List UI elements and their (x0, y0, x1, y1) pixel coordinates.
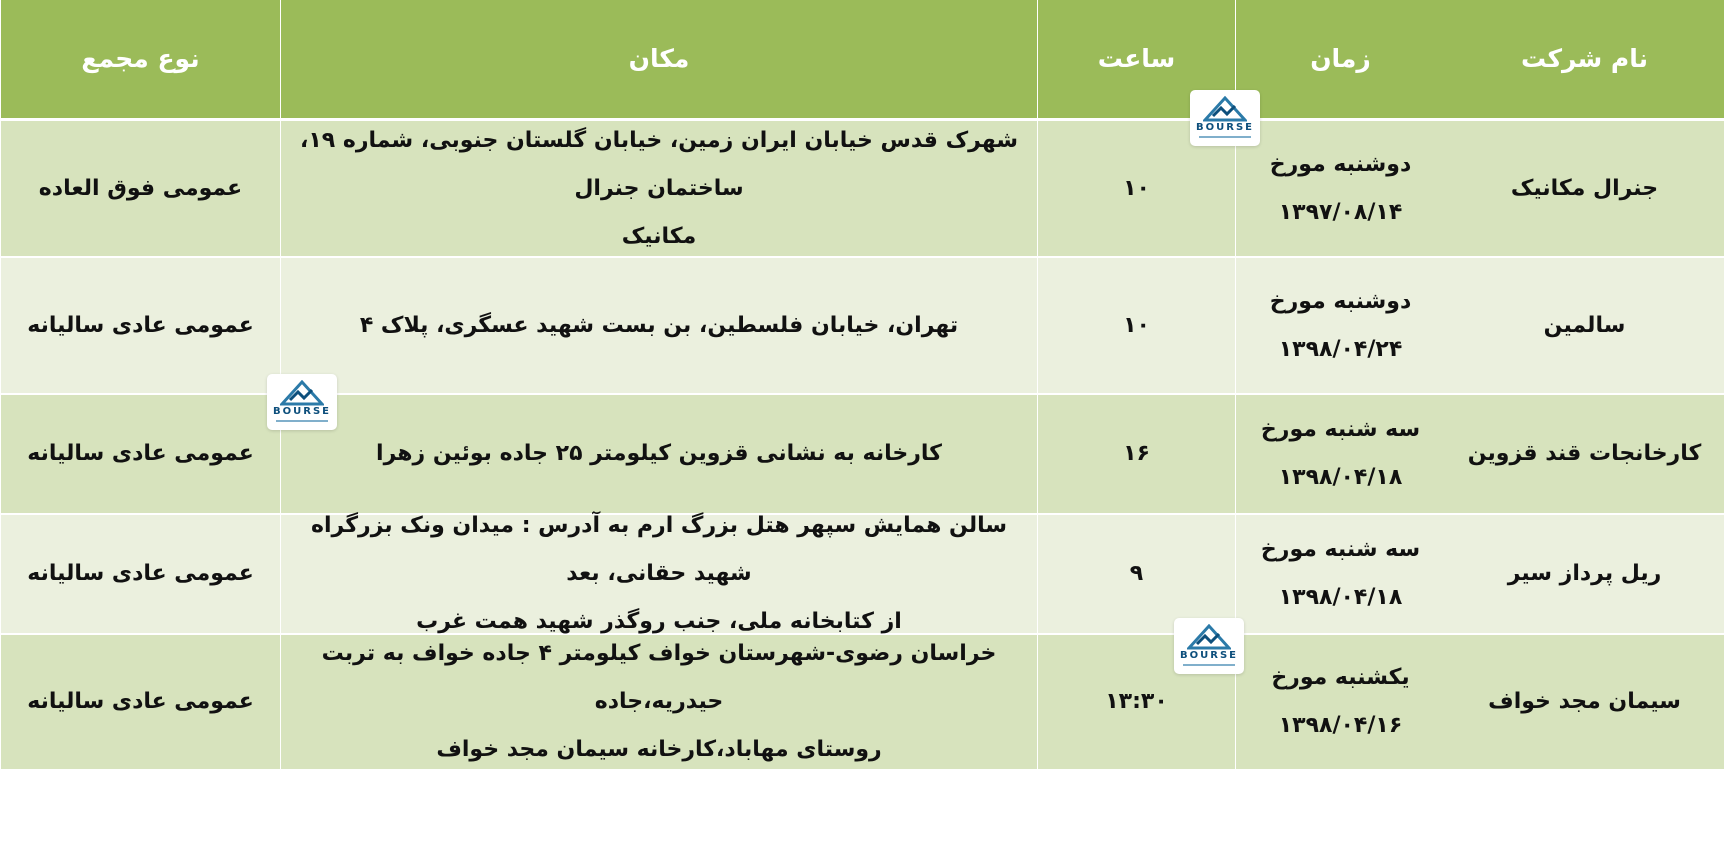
bourse-logo-text: BOURSE (1196, 122, 1254, 133)
table-header-row (0, 0, 1724, 121)
meeting-type-cell: عمومی عادی سالیانه (0, 395, 280, 515)
bourse-logo-icon (280, 380, 324, 406)
bourse-logo-text: BOURSE (1180, 650, 1238, 661)
hour-cell: ۹ (1037, 515, 1235, 635)
hour-cell: ۱۰ (1037, 121, 1235, 258)
header-type: نوع مجمع (0, 0, 280, 121)
table-row (0, 635, 1724, 771)
hour-cell: ۱۰ (1037, 258, 1235, 395)
place-cell (280, 515, 1037, 635)
date-cell (1235, 635, 1445, 771)
place-cell (280, 635, 1037, 771)
table-row (0, 258, 1724, 395)
date-value: ۱۳۹۸/۰۴/۱۸ (1278, 585, 1403, 610)
logo-underline (1183, 664, 1235, 666)
header-date: زمان (1235, 0, 1445, 121)
place-cell (280, 395, 1037, 515)
table-row (0, 121, 1724, 258)
date-value: ۱۳۹۷/۰۸/۱۴ (1278, 199, 1403, 225)
place-line: خراسان رضوی-شهرستان خواف کیلومتر ۴ جاده خواف به تربت حیدریه،جاده (321, 641, 997, 714)
header-place: مکان (280, 0, 1037, 121)
table-row (0, 515, 1724, 635)
bourse-logo-text: BOURSE (273, 406, 331, 417)
company-cell: جنرال مکانیک (1445, 121, 1724, 258)
date-day: سه شنبه مورخ (1260, 537, 1421, 562)
bourse-logo-icon (1190, 90, 1260, 146)
place-line: شهرک قدس خیابان ایران زمین، خیابان گلستان جنوبی، شماره ۱۹، ساختمان جنرال (300, 127, 1018, 201)
meeting-type-cell: عمومی فوق العاده (0, 121, 280, 258)
place-cell (280, 121, 1037, 258)
bourse-logo-icon (267, 374, 337, 430)
date-day: دوشنبه مورخ (1269, 288, 1412, 314)
logo-underline (1199, 136, 1251, 138)
date-day: سه شنبه مورخ (1260, 417, 1421, 442)
date-value: ۱۳۹۸/۰۴/۱۶ (1278, 713, 1403, 738)
hour-cell: ۱۶ (1037, 395, 1235, 515)
date-day: دوشنبه مورخ (1269, 151, 1412, 177)
logo-underline (276, 420, 328, 422)
date-cell (1235, 258, 1445, 395)
date-value: ۱۳۹۸/۰۴/۲۴ (1278, 336, 1403, 362)
company-cell: کارخانجات قند قزوین (1445, 395, 1724, 515)
hour-cell: ۱۳:۳۰ (1037, 635, 1235, 771)
meeting-type-cell: عمومی عادی سالیانه (0, 515, 280, 635)
bourse-logo-icon (1203, 96, 1247, 122)
header-hour: ساعت (1037, 0, 1235, 121)
meeting-type-cell: عمومی عادی سالیانه (0, 258, 280, 395)
date-cell (1235, 395, 1445, 515)
table-row (0, 395, 1724, 515)
date-value: ۱۳۹۸/۰۴/۱۸ (1278, 465, 1403, 490)
place-line: روستای مهاباد،کارخانه سیمان مجد خواف (436, 737, 882, 762)
bourse-logo-icon (1187, 624, 1231, 650)
header-company: نام شرکت (1445, 0, 1724, 121)
place-line: از کتابخانه ملی، جنب روگذر شهید همت غرب (416, 609, 902, 634)
date-day: یکشنبه مورخ (1271, 665, 1410, 690)
date-cell (1235, 121, 1445, 258)
company-cell: سالمین (1445, 258, 1724, 395)
place-cell (280, 258, 1037, 395)
company-cell: ریل پرداز سیر (1445, 515, 1724, 635)
place-line: سالن همایش سپهر هتل بزرگ ارم به آدرس : میدان ونک بزرگراه شهید حقانی، بعد (311, 513, 1007, 586)
place-line: تهران، خیابان فلسطین، بن بست شهید عسگری، پلاک ۴ (359, 312, 959, 338)
place-line: مکانیک (621, 223, 697, 249)
date-cell (1235, 515, 1445, 635)
company-cell: سیمان مجد خواف (1445, 635, 1724, 771)
meeting-type-cell: عمومی عادی سالیانه (0, 635, 280, 771)
bourse-logo-icon (1174, 618, 1244, 674)
place-line: کارخانه به نشانی قزوین کیلومتر ۲۵ جاده بوئین زهرا (376, 441, 942, 466)
